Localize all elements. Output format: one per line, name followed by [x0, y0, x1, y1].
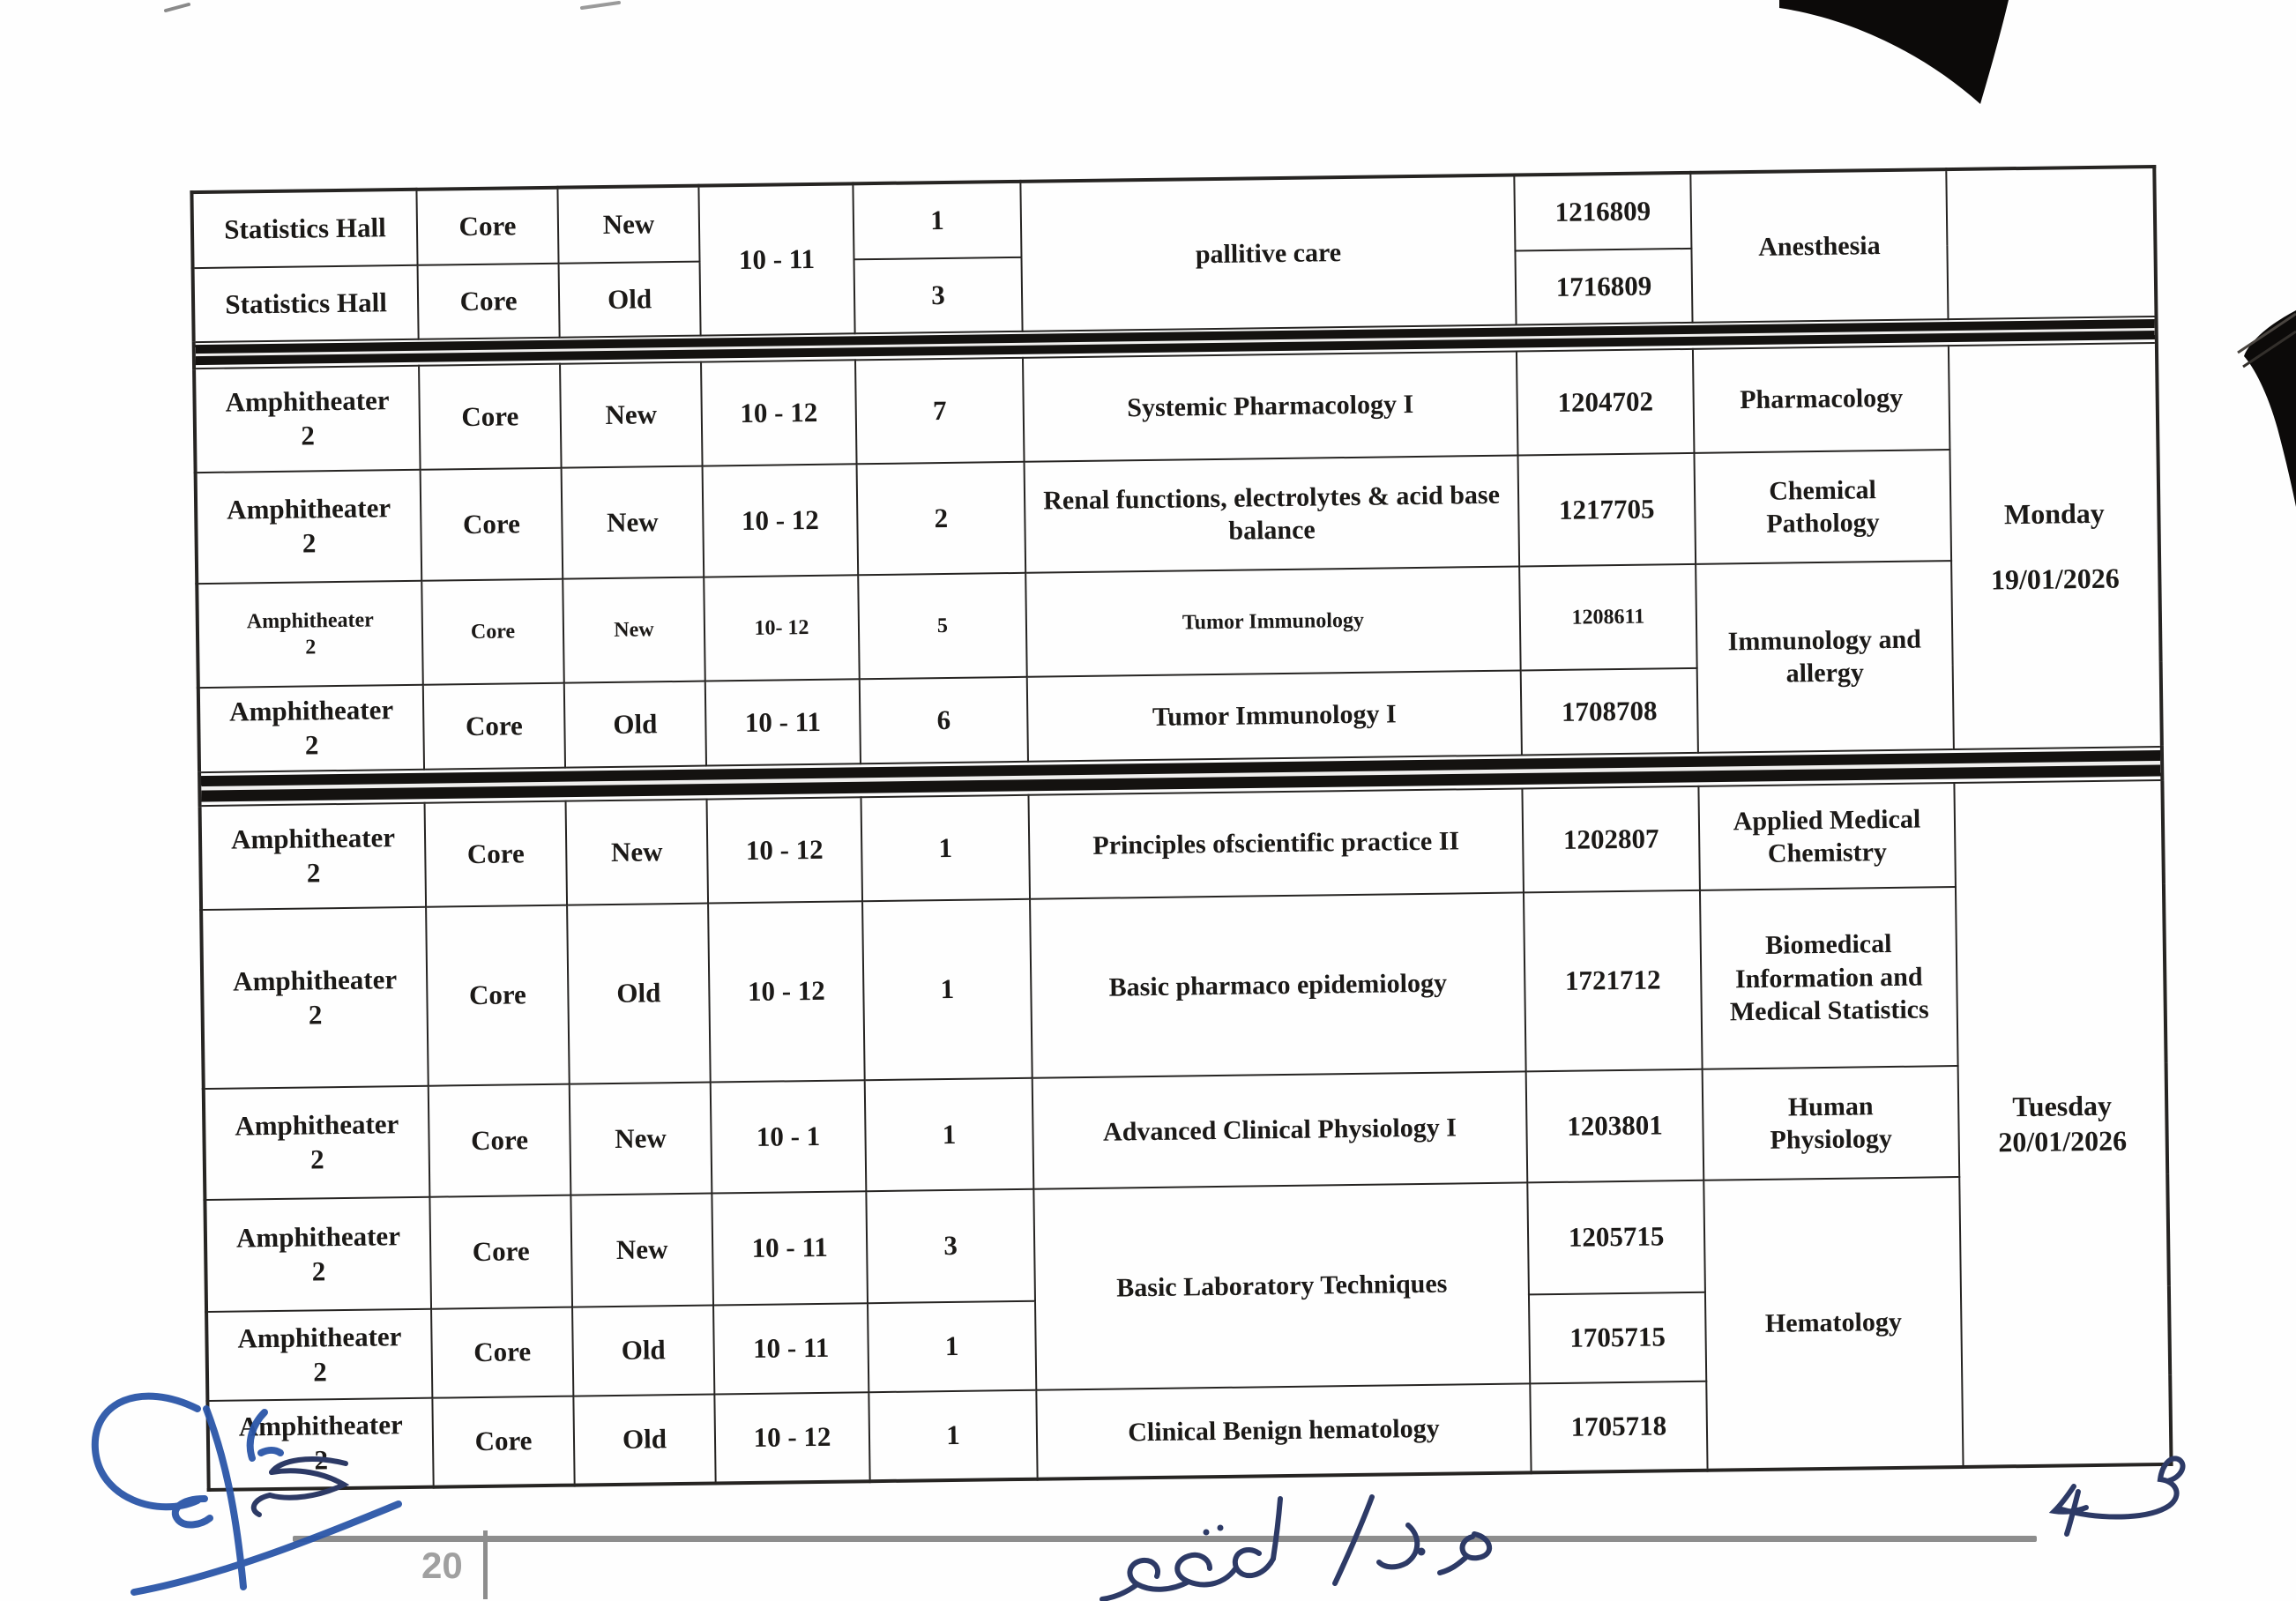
hall-cell: Amphitheater 2	[206, 1309, 432, 1401]
page-edge-hairline-icon	[2238, 314, 2296, 353]
course-cell: pallitive care	[1020, 175, 1516, 331]
department-cell: Hematology	[1703, 1177, 1963, 1471]
day-name: Monday	[2003, 496, 2106, 531]
hall-name: Amphitheater	[226, 492, 391, 525]
count-cell: 1	[868, 1301, 1036, 1392]
code-cell: 1217705	[1517, 453, 1696, 567]
count-cell: 1	[865, 1078, 1034, 1191]
department-cell: Immunology and allergy	[1696, 561, 1954, 753]
code-cell: 1705718	[1530, 1381, 1707, 1473]
cohort-cell: New	[557, 186, 699, 264]
signature-stroke	[95, 1396, 198, 1508]
hall-cell: Amphitheater 2	[194, 366, 421, 473]
signature-stroke	[1102, 1584, 1137, 1599]
track-cell: Core	[416, 188, 558, 265]
table-row	[201, 884, 2166, 1089]
code-cell: 1216809	[1514, 173, 1691, 251]
track-cell: Core	[431, 1307, 573, 1398]
hall-name: Amphitheater	[230, 822, 396, 855]
signature-dot	[1418, 1548, 1426, 1556]
count-cell: 2	[857, 462, 1026, 575]
department-cell: Anesthesia	[1690, 169, 1948, 323]
hall-name: Amphitheater	[235, 1219, 401, 1254]
hall-name: Amphitheater	[228, 694, 394, 727]
track-cell: Core	[419, 364, 562, 470]
initials-stroke	[2067, 1492, 2078, 1534]
signature-dot	[1218, 1525, 1224, 1531]
track-cell: Core	[421, 579, 564, 685]
cohort-cell: Old	[572, 1306, 714, 1396]
signature-stroke	[1440, 1558, 1465, 1573]
track-cell: Core	[429, 1084, 571, 1197]
cohort-cell: Old	[559, 262, 701, 338]
time-cell: 10 - 11	[713, 1303, 868, 1394]
page-curl-artifact-icon	[1779, 0, 2009, 104]
page-edge-artifact-icon	[2244, 310, 2296, 507]
count-cell: 3	[854, 257, 1023, 333]
hall-cell: Amphitheater 2	[196, 470, 422, 584]
hall-cell: Amphitheater 2	[205, 1197, 431, 1312]
hall-cell: Amphitheater 2	[197, 581, 423, 688]
pen-initials	[2054, 1458, 2183, 1534]
signature-stroke	[1129, 1560, 1189, 1590]
course-cell: Advanced Clinical Physiology I	[1032, 1071, 1528, 1188]
count-cell: 6	[860, 677, 1028, 763]
course-cell: Clinical Benign hematology	[1036, 1383, 1531, 1478]
footer-rule	[293, 1536, 2037, 1542]
time-cell: 10 - 11	[705, 679, 861, 765]
hall-name: Amphitheater	[235, 1108, 399, 1142]
hall-name: Amphitheater	[246, 608, 374, 634]
department-cell: Biomedical Information and Medical Statistics	[1700, 887, 1958, 1069]
count-cell: 1	[861, 795, 1030, 901]
cohort-cell: New	[560, 362, 703, 468]
cohort-cell: Old	[573, 1395, 715, 1486]
time-cell: 10 - 12	[703, 464, 859, 577]
page-number: 20	[421, 1545, 463, 1586]
time-cell: 10 - 12	[714, 1392, 869, 1483]
count-cell: 1	[853, 182, 1021, 259]
cohort-cell: Old	[567, 904, 711, 1084]
hall-cell	[191, 190, 417, 268]
code-cell: 1202807	[1522, 786, 1700, 893]
signature-stroke	[1177, 1555, 1236, 1585]
day-cell-empty	[1946, 167, 2156, 319]
signature-stroke	[134, 1504, 399, 1592]
hall-name: Amphitheater	[225, 384, 390, 418]
count-cell: 1	[862, 899, 1032, 1080]
cohort-cell: New	[570, 1083, 712, 1195]
hall-cell: Amphitheater 2	[207, 1398, 433, 1490]
note-stroke	[254, 1495, 270, 1515]
day-cell	[1954, 780, 2171, 1467]
hall-name: Amphitheater	[238, 1409, 403, 1442]
track-cell: Core	[426, 905, 570, 1086]
time-cell: 10 - 11	[712, 1191, 868, 1305]
cohort-cell: New	[562, 466, 704, 579]
track-cell: Core	[418, 264, 560, 339]
page-number-divider	[483, 1530, 488, 1599]
count-cell: 5	[858, 573, 1027, 679]
time-cell: 10 - 12	[707, 797, 863, 903]
signature-stroke	[175, 1499, 210, 1525]
cohort-cell: New	[563, 577, 705, 683]
code-cell: 1204702	[1517, 349, 1695, 456]
hall-cell: Amphitheater 2	[201, 907, 429, 1089]
track-cell: Core	[421, 468, 563, 581]
arabic-signature	[1102, 1497, 1489, 1599]
code-cell: 1716809	[1515, 249, 1692, 325]
cohort-cell: New	[570, 1194, 713, 1307]
code-cell: 1721712	[1524, 890, 1703, 1072]
page-edge-hairline-icon	[2243, 331, 2296, 367]
exam-schedule-table	[190, 165, 2173, 1492]
course-cell: Tumor Immunology	[1025, 566, 1520, 676]
hall-cell: Amphitheater 2	[204, 1086, 430, 1200]
department-cell: Pharmacology	[1693, 346, 1950, 453]
count-cell: 7	[855, 358, 1025, 464]
stray-mark-icon	[582, 3, 619, 8]
stray-mark-icon	[166, 4, 189, 11]
course-cell: Renal functions, electrolytes & acid base balance	[1025, 455, 1520, 572]
track-cell: Core	[429, 1195, 572, 1309]
time-cell: 10 - 12	[701, 360, 857, 465]
hall-name: Amphitheater	[232, 963, 398, 997]
time-cell: 10- 12	[704, 575, 860, 681]
code-cell: 1208611	[1519, 564, 1697, 671]
table-row	[191, 167, 2155, 268]
cohort-cell: Old	[564, 681, 706, 768]
hall-name: Statistics Hall	[224, 212, 386, 245]
signature-dot	[1204, 1530, 1210, 1536]
signature-stroke	[1273, 1499, 1280, 1559]
course-cell: Tumor Immunology I	[1027, 670, 1522, 761]
cohort-cell: New	[566, 800, 709, 905]
initials-stroke	[2061, 1458, 2183, 1516]
code-cell: 1708708	[1521, 668, 1698, 756]
department-cell: Human Physiology	[1703, 1066, 1960, 1180]
code-cell: 1203801	[1526, 1069, 1704, 1183]
hall-name: Amphitheater	[237, 1320, 402, 1354]
time-cell: 10 - 1	[711, 1080, 867, 1193]
hall-cell	[193, 265, 419, 342]
course-cell: Basic Laboratory Techniques	[1033, 1182, 1530, 1389]
track-cell: Core	[425, 801, 568, 907]
course-cell: Systemic Pharmacology I	[1023, 351, 1517, 461]
track-cell: Core	[432, 1396, 574, 1487]
course-cell: Basic pharmaco epidemiology	[1030, 892, 1526, 1077]
count-cell: 1	[868, 1390, 1037, 1481]
code-cell: 1205715	[1527, 1180, 1705, 1295]
day-name: Tuesday	[2012, 1089, 2113, 1122]
department-cell: Applied Medical Chemistry	[1698, 783, 1956, 890]
exam-schedule-table-wrap	[190, 165, 2169, 1492]
count-cell: 3	[866, 1189, 1035, 1303]
department-cell: Chemical Pathology	[1694, 450, 1951, 564]
initials-stroke	[2054, 1486, 2086, 1512]
day-date: 20/01/2026	[1998, 1124, 2128, 1158]
course-cell: Principles ofscientific practice II	[1028, 788, 1523, 898]
signature-stroke	[1235, 1550, 1273, 1575]
day-cell	[1949, 343, 2162, 749]
hall-cell: Amphitheater 2	[198, 685, 424, 772]
time-cell: 10 - 12	[708, 901, 865, 1082]
day-date: 19/01/2026	[1990, 562, 2120, 596]
track-cell: Core	[423, 683, 565, 770]
time-cell: 10 - 11	[698, 183, 854, 335]
code-cell: 1705715	[1529, 1292, 1706, 1384]
hall-name: Statistics Hall	[225, 286, 388, 320]
signature-stroke	[1379, 1525, 1417, 1567]
hall-cell: Amphitheater 2	[200, 803, 427, 910]
